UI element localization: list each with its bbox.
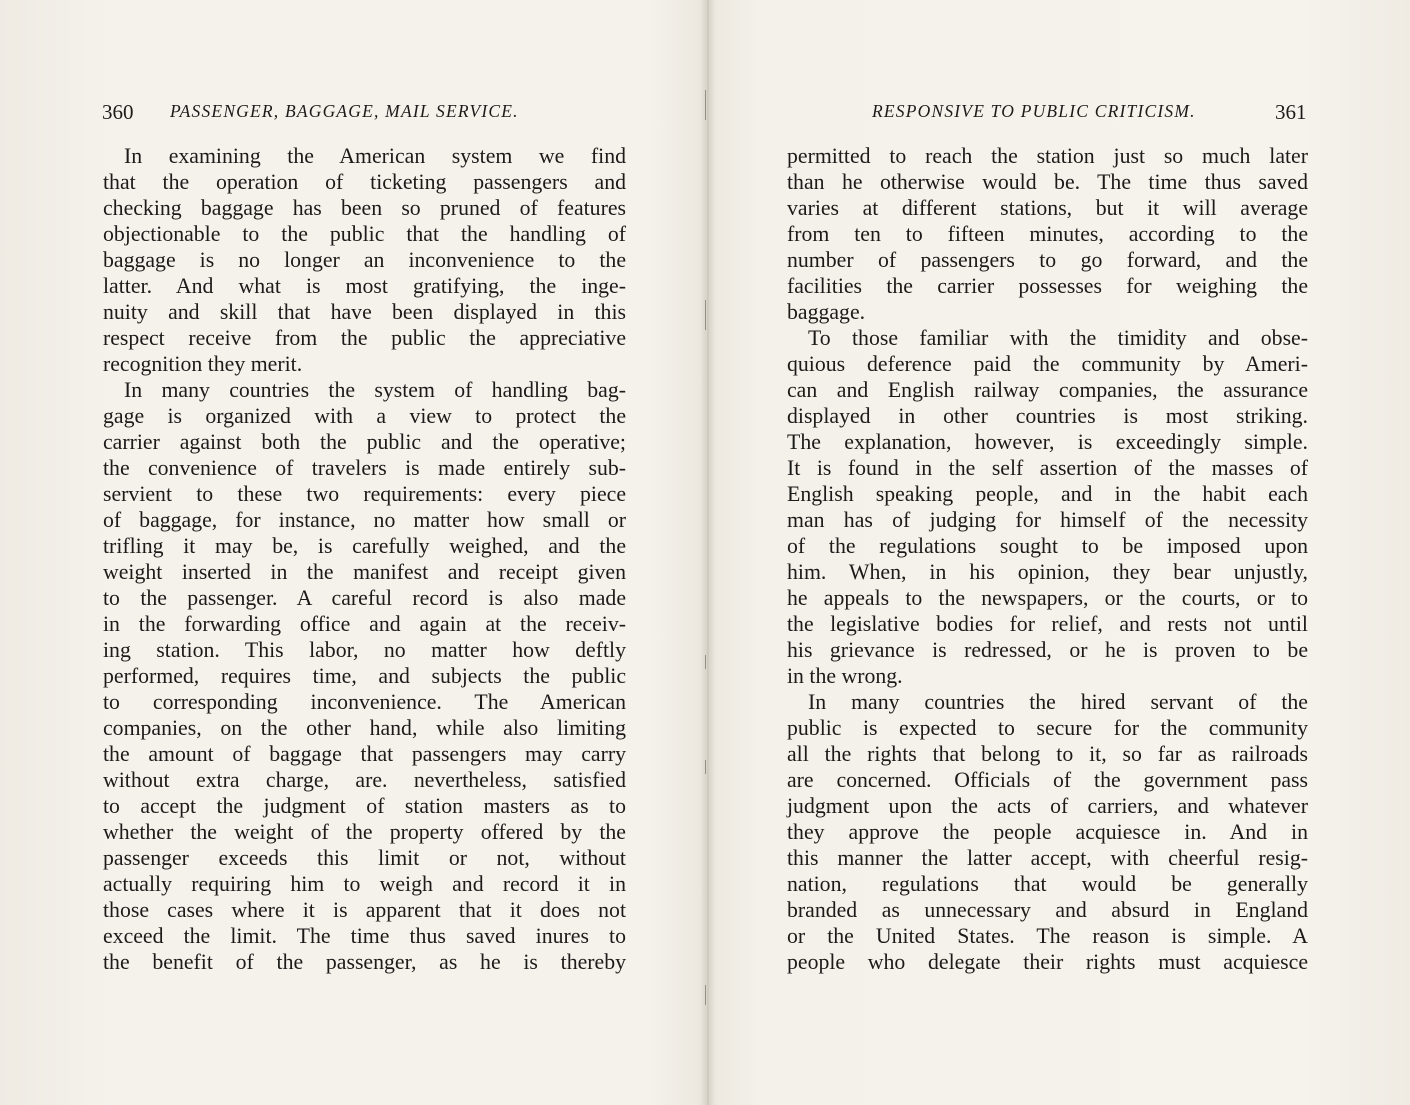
text-line: from ten to fifteen minutes, according to the (787, 222, 1308, 246)
text-line: carrier against both the public and the operative; (103, 430, 626, 454)
body-text (787, 143, 1308, 975)
text-line: to accept the judgment of station masters as to (103, 794, 626, 818)
text-line: to corresponding inconvenience. The American (103, 690, 626, 714)
text-line: quious deference paid the community by Ameri- (787, 352, 1308, 376)
text-line: performed, requires time, and subjects the public (103, 664, 626, 688)
text-line: displayed in other countries is most striking. (787, 404, 1308, 428)
body-text (103, 143, 626, 975)
text-line: actually requiring him to weigh and record it in (103, 872, 626, 896)
text-line: ing station. This labor, no matter how deftly (103, 638, 626, 662)
text-line: nuity and skill that have been displayed in this (103, 300, 626, 324)
page-number: 361 (1275, 100, 1307, 124)
text-line: In examining the American system we find (124, 144, 626, 168)
text-line: companies, on the other hand, while also limiting (103, 716, 626, 740)
text-line: The explanation, however, is exceedingly simple. (787, 430, 1308, 454)
text-line: whether the weight of the property offered by the (103, 820, 626, 844)
text-line: exceed the limit. The time thus saved inures to (103, 924, 626, 948)
text-line: he appeals to the newspapers, or the courts, or to (787, 586, 1308, 610)
binding-mark (705, 655, 706, 669)
text-line: gage is organized with a view to protect the (103, 404, 626, 428)
text-line: To those familiar with the timidity and obse- (808, 326, 1308, 350)
text-line: public is expected to secure for the community (787, 716, 1308, 740)
text-line: passenger exceeds this limit or not, without (103, 846, 626, 870)
text-line: in the wrong. (787, 664, 903, 688)
text-line: permitted to reach the station just so much later (787, 144, 1308, 168)
text-line: branded as unnecessary and absurd in England (787, 898, 1308, 922)
running-head: PASSENGER, BAGGAGE, MAIL SERVICE. (170, 101, 519, 121)
text-line: of baggage, for instance, no matter how small or (103, 508, 626, 532)
text-line: the benefit of the passenger, as he is thereby (103, 950, 626, 974)
text-line: In many countries the system of handling bag- (124, 378, 626, 402)
text-line: this manner the latter accept, with cheerful resig- (787, 846, 1308, 870)
text-line: In many countries the hired servant of the (808, 690, 1308, 714)
text-line: are concerned. Officials of the government pass (787, 768, 1308, 792)
text-line: number of passengers to go forward, and the (787, 248, 1308, 272)
text-line: baggage is no longer an inconvenience to the (103, 248, 626, 272)
text-line: baggage. (787, 300, 866, 324)
text-line: man has of judging for himself of the necessity (787, 508, 1308, 532)
text-line: servient to these two requirements: every piece (103, 482, 626, 506)
text-line: to the passenger. A careful record is also made (103, 586, 626, 610)
text-line: latter. And what is most gratifying, the inge- (103, 274, 626, 298)
text-line: English speaking people, and in the habit each (787, 482, 1308, 506)
text-line: people who delegate their rights must acquiesce (787, 950, 1308, 974)
text-line: judgment upon the acts of carriers, and whatever (787, 794, 1308, 818)
text-line: they approve the people acquiesce in. And in (787, 820, 1308, 844)
binding-mark (705, 90, 706, 120)
text-line: him. When, in his opinion, they bear unjustly, (787, 560, 1308, 584)
text-line: in the forwarding office and again at the receiv- (103, 612, 626, 636)
text-line: respect receive from the public the appreciative (103, 326, 626, 350)
right-page (716, 0, 1410, 1105)
text-line: the legislative bodies for relief, and rests not until (787, 612, 1308, 636)
text-line: varies at different stations, but it will average (787, 196, 1308, 220)
text-line: without extra charge, are. nevertheless, satisfied (103, 768, 626, 792)
text-line: all the rights that belong to it, so far as railroads (787, 742, 1308, 766)
text-line: It is found in the self assertion of the masses of (787, 456, 1308, 480)
text-line: the convenience of travelers is made entirely sub- (103, 456, 626, 480)
text-line: weight inserted in the manifest and receipt given (103, 560, 626, 584)
text-line: trifling it may be, is carefully weighed, and the (103, 534, 626, 558)
text-line: of the regulations sought to be imposed upon (787, 534, 1308, 558)
text-line: can and English railway companies, the assurance (787, 378, 1308, 402)
text-line: facilities the carrier possesses for weighing the (787, 274, 1308, 298)
running-head: RESPONSIVE TO PUBLIC CRITICISM. (872, 101, 1196, 121)
text-line: recognition they merit. (103, 352, 303, 376)
text-line: or the United States. The reason is simple. A (787, 924, 1308, 948)
binding-mark (705, 300, 706, 330)
page-number: 360 (102, 100, 134, 124)
book-gutter (700, 0, 716, 1105)
text-line: than he otherwise would be. The time thus saved (787, 170, 1308, 194)
text-line: the amount of baggage that passengers may carry (103, 742, 626, 766)
text-line: those cases where it is apparent that it does not (103, 898, 626, 922)
text-line: nation, regulations that would be generally (787, 872, 1308, 896)
text-line: checking baggage has been so pruned of features (103, 196, 626, 220)
text-line: that the operation of ticketing passengers and (103, 170, 626, 194)
text-line: his grievance is redressed, or he is proven to be (787, 638, 1308, 662)
text-line: objectionable to the public that the handling of (103, 222, 626, 246)
left-page (0, 0, 700, 1105)
binding-mark (705, 760, 706, 774)
binding-mark (705, 985, 706, 1005)
